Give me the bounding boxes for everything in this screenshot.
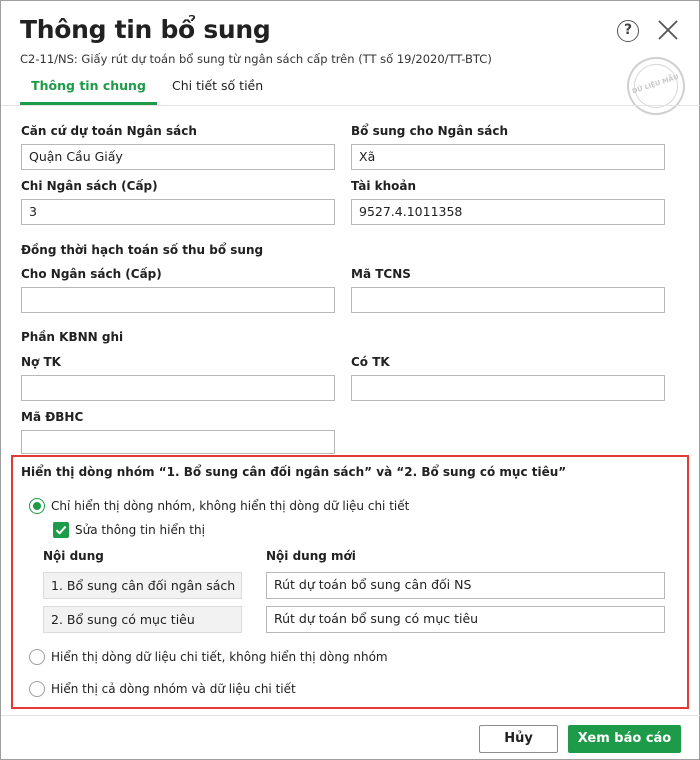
- sample-data-watermark: [619, 49, 692, 122]
- co-tk-label: Có TK: [351, 355, 390, 369]
- content-row-2: 2. Bổ sung có mục tiêu: [43, 606, 242, 633]
- watermark-text: DỮ LIỆU MẪU: [631, 72, 680, 96]
- close-icon[interactable]: [657, 19, 679, 41]
- new-content-field-2[interactable]: Rút dự toán bổ sung có mục tiêu: [266, 606, 665, 633]
- ma-tcns-label: Mã TCNS: [351, 267, 411, 281]
- group-title: Hiển thị dòng nhóm “1. Bổ sung cân đối ngân sách” và “2. Bổ sung có mục tiêu”: [21, 465, 567, 479]
- tab-thong-tin-chung[interactable]: Thông tin chung: [20, 75, 157, 105]
- edit-display-label[interactable]: Sửa thông tin hiển thị: [75, 523, 205, 537]
- edit-display-checkbox[interactable]: [53, 522, 69, 538]
- dialog-subtitle: C2-11/NS: Giấy rút dự toán bổ sung từ ngân sách cấp trên (TT số 19/2020/TT-BTC): [20, 52, 492, 66]
- col-content-header: Nội dung: [43, 549, 104, 563]
- bo-sung-field[interactable]: Xã: [351, 144, 665, 170]
- option-group-only-label[interactable]: Chỉ hiển thị dòng nhóm, không hiển thị dòng dữ liệu chi tiết: [51, 499, 410, 513]
- cancel-button[interactable]: Hủy: [479, 725, 558, 753]
- tai-khoan-field[interactable]: 9527.4.1011358: [351, 199, 665, 225]
- radio-detail-only[interactable]: [29, 649, 45, 665]
- co-tk-field[interactable]: [351, 375, 665, 401]
- no-tk-label: Nợ TK: [21, 355, 61, 369]
- bo-sung-label: Bổ sung cho Ngân sách: [351, 124, 508, 138]
- new-content-field-1[interactable]: Rút dự toán bổ sung cân đối NS: [266, 572, 665, 599]
- ma-tcns-field[interactable]: [351, 287, 665, 313]
- can-cu-field[interactable]: Quận Cầu Giấy: [21, 144, 335, 170]
- col-new-content-header: Nội dung mới: [266, 549, 356, 563]
- option-group-and-detail-label[interactable]: Hiển thị cả dòng nhóm và dữ liệu chi tiết: [51, 682, 296, 696]
- cho-ns-field[interactable]: [21, 287, 335, 313]
- cho-ns-label: Cho Ngân sách (Cấp): [21, 267, 162, 281]
- help-icon[interactable]: ?: [617, 20, 639, 42]
- dong-thoi-heading: Đồng thời hạch toán số thu bổ sung: [21, 243, 264, 257]
- content-row-1: 1. Bổ sung cân đối ngân sách: [43, 572, 242, 599]
- phan-kbnn-heading: Phần KBNN ghi: [21, 330, 124, 344]
- option-detail-only-label[interactable]: Hiển thị dòng dữ liệu chi tiết, không hiển thị dòng nhóm: [51, 650, 388, 664]
- radio-group-only[interactable]: [29, 498, 45, 514]
- chi-ns-field[interactable]: 3: [21, 199, 335, 225]
- ma-dbhc-field[interactable]: [21, 430, 335, 454]
- no-tk-field[interactable]: [21, 375, 335, 401]
- display-options-group: [11, 455, 689, 709]
- can-cu-label: Căn cứ dự toán Ngân sách: [21, 124, 197, 138]
- tai-khoan-label: Tài khoản: [351, 179, 417, 193]
- chi-ns-label: Chi Ngân sách (Cấp): [21, 179, 158, 193]
- check-icon: [53, 522, 69, 538]
- dialog-title: Thông tin bổ sung: [20, 15, 271, 44]
- tab-divider: [1, 105, 700, 106]
- ma-dbhc-label: Mã ĐBHC: [21, 410, 84, 424]
- radio-group-and-detail[interactable]: [29, 681, 45, 697]
- footer-divider: [1, 715, 700, 716]
- view-report-button[interactable]: Xem báo cáo: [568, 725, 681, 753]
- tab-chi-tiet-so-tien[interactable]: Chi tiết số tiền: [172, 78, 264, 93]
